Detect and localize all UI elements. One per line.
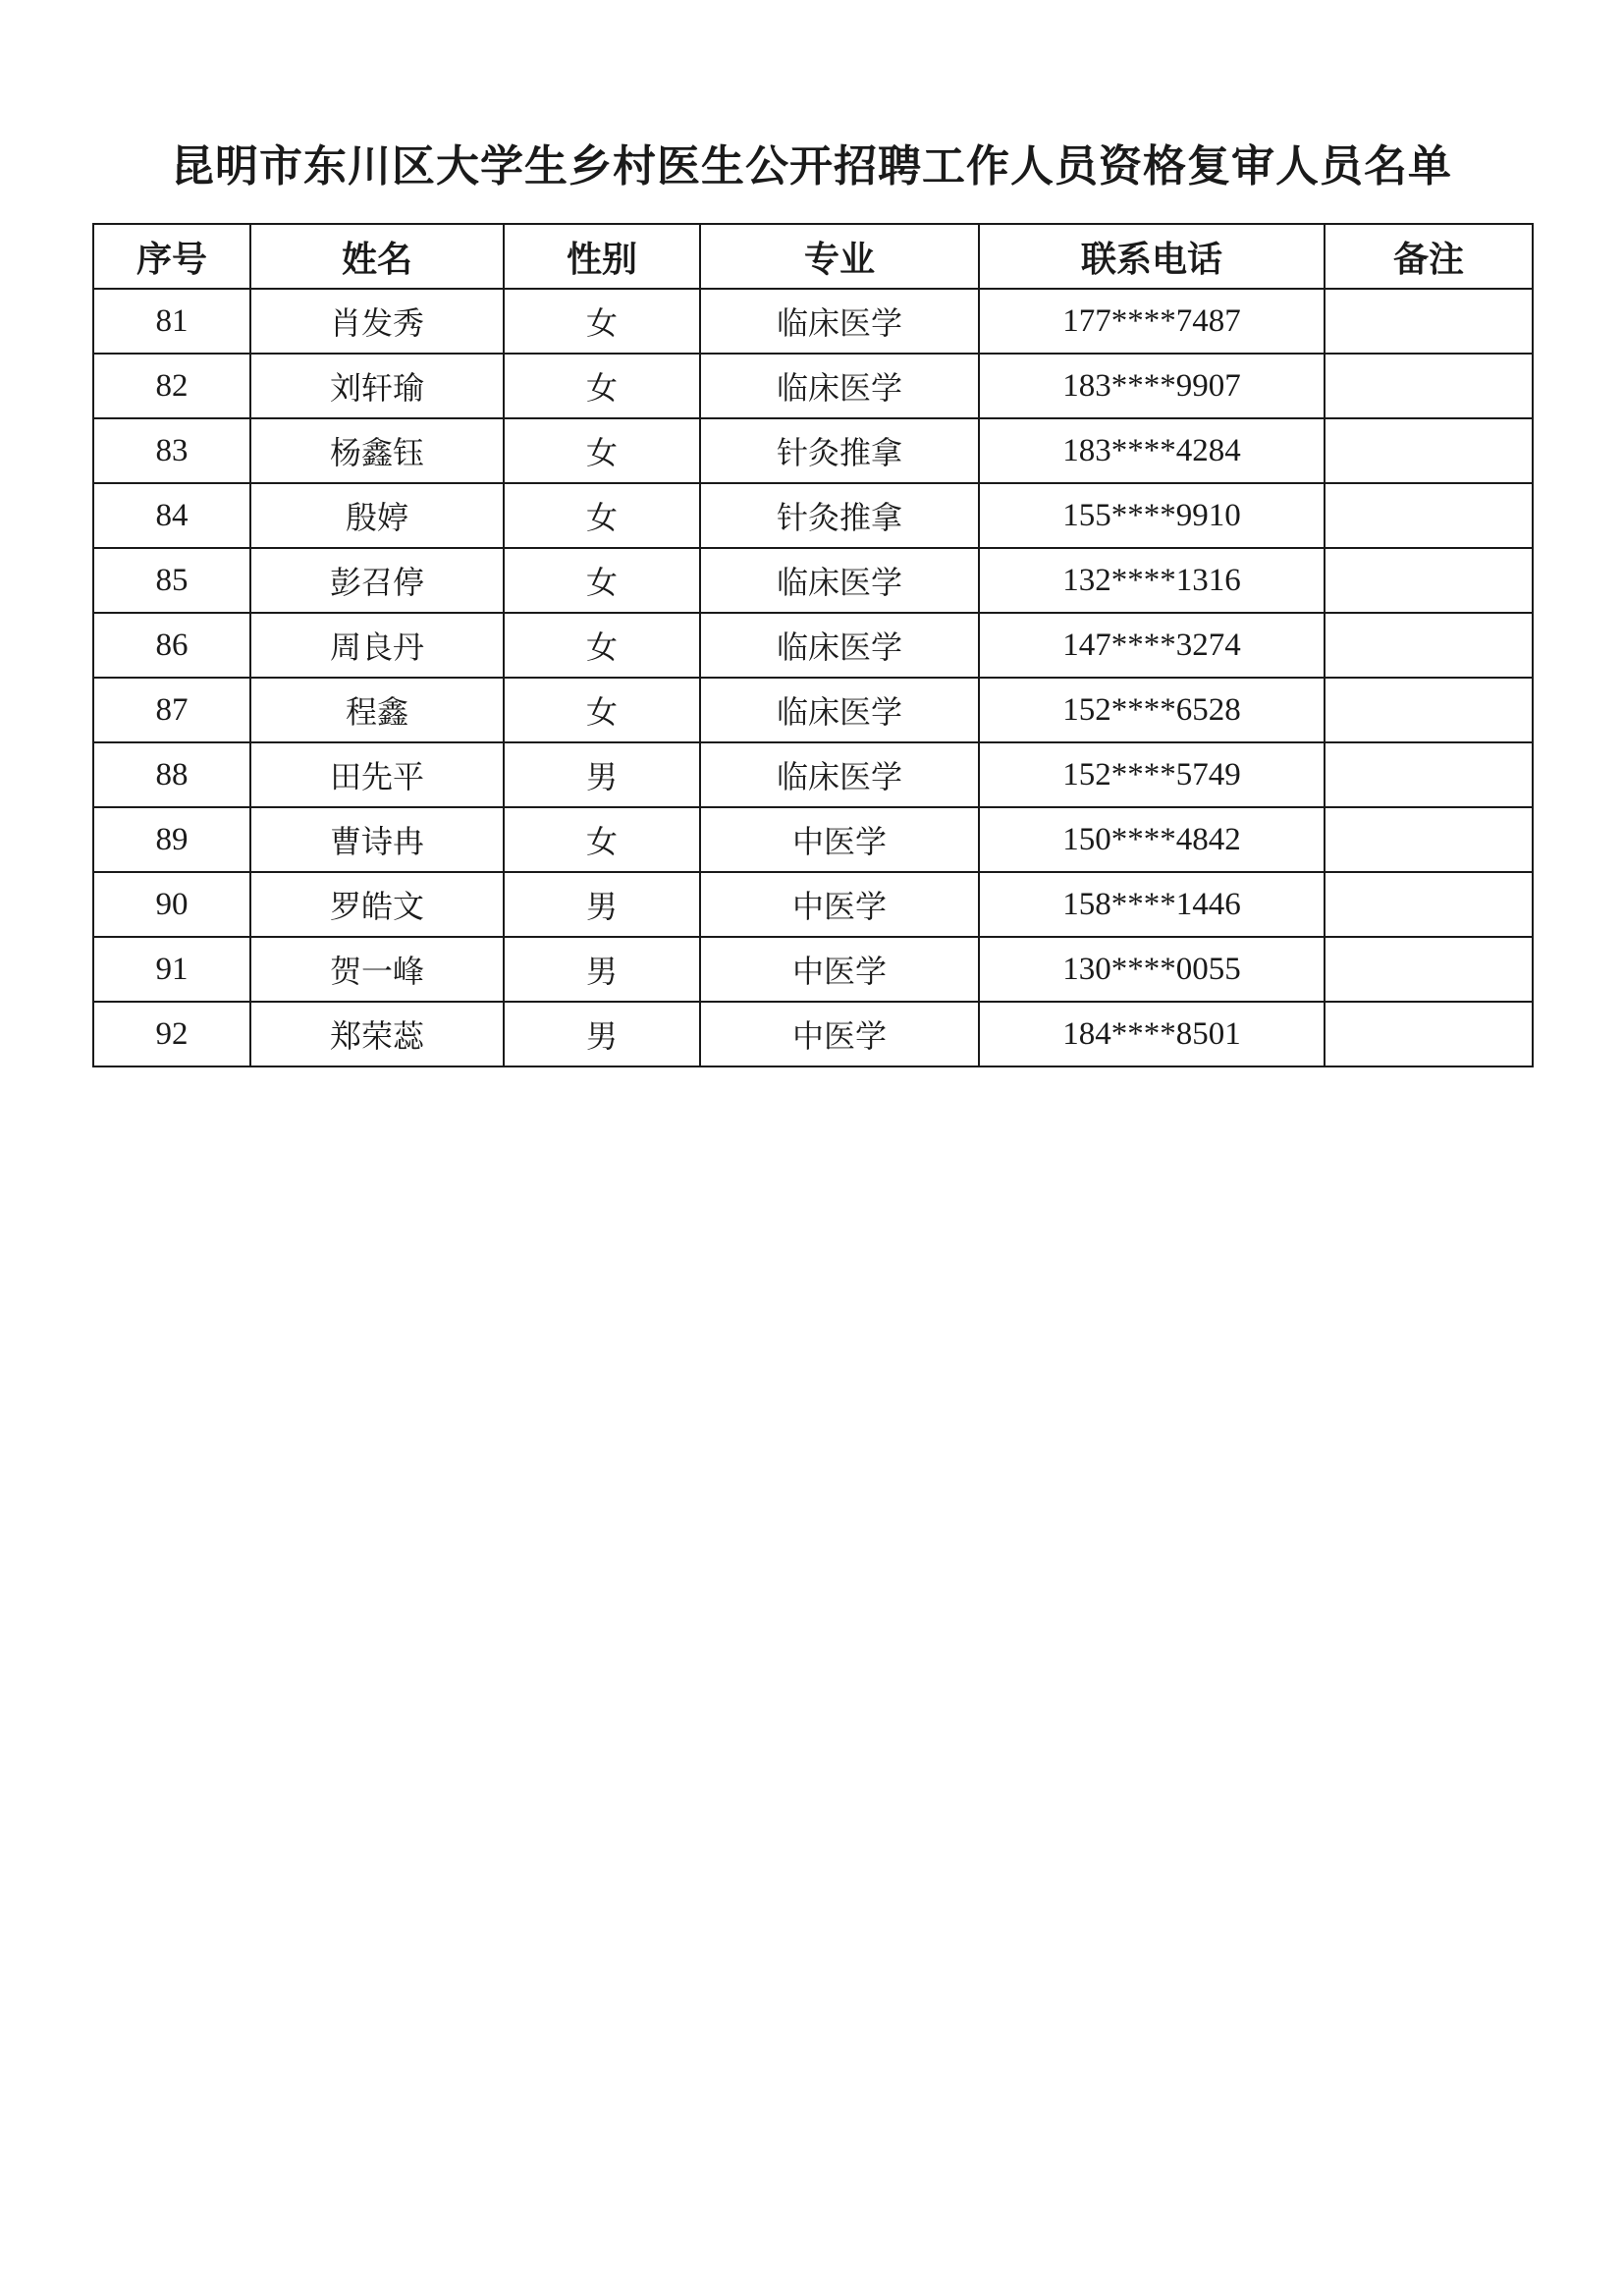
header-name: 姓名: [250, 224, 504, 289]
cell-name: 曹诗冉: [250, 807, 504, 872]
table-row: [93, 872, 1533, 937]
cell-index: 87: [93, 678, 250, 742]
cell-major: 中医学: [700, 807, 979, 872]
cell-gender: 男: [504, 1002, 700, 1066]
cell-major: 中医学: [700, 872, 979, 937]
cell-phone: 147****3274: [979, 613, 1325, 678]
cell-gender: 男: [504, 742, 700, 807]
cell-index: 86: [93, 613, 250, 678]
cell-gender: 女: [504, 613, 700, 678]
table-row: [93, 418, 1533, 483]
header-phone: 联系电话: [979, 224, 1325, 289]
cell-gender: 女: [504, 354, 700, 418]
cell-phone: 184****8501: [979, 1002, 1325, 1066]
header-remark: 备注: [1325, 224, 1533, 289]
table-row: [93, 483, 1533, 548]
table-row: [93, 613, 1533, 678]
cell-phone: 183****4284: [979, 418, 1325, 483]
cell-gender: 女: [504, 418, 700, 483]
cell-phone: 152****6528: [979, 678, 1325, 742]
table-body: [93, 289, 1533, 1066]
table-row: [93, 742, 1533, 807]
cell-name: 田先平: [250, 742, 504, 807]
table-row: [93, 1002, 1533, 1066]
cell-major: 中医学: [700, 937, 979, 1002]
cell-gender: 女: [504, 678, 700, 742]
cell-major: 中医学: [700, 1002, 979, 1066]
cell-major: 临床医学: [700, 678, 979, 742]
cell-index: 83: [93, 418, 250, 483]
cell-phone: 132****1316: [979, 548, 1325, 613]
cell-gender: 女: [504, 548, 700, 613]
cell-gender: 女: [504, 807, 700, 872]
table-header: [93, 224, 1533, 289]
cell-index: 84: [93, 483, 250, 548]
table-row: [93, 289, 1533, 354]
cell-index: 89: [93, 807, 250, 872]
cell-major: 临床医学: [700, 613, 979, 678]
cell-major: 临床医学: [700, 548, 979, 613]
cell-name: 肖发秀: [250, 289, 504, 354]
cell-remark: [1325, 872, 1533, 937]
cell-remark: [1325, 807, 1533, 872]
cell-index: 82: [93, 354, 250, 418]
cell-phone: 183****9907: [979, 354, 1325, 418]
cell-name: 贺一峰: [250, 937, 504, 1002]
header-index: 序号: [93, 224, 250, 289]
table-row: [93, 937, 1533, 1002]
cell-remark: [1325, 289, 1533, 354]
cell-remark: [1325, 1002, 1533, 1066]
header-major: 专业: [700, 224, 979, 289]
cell-index: 81: [93, 289, 250, 354]
cell-major: 针灸推拿: [700, 483, 979, 548]
cell-remark: [1325, 937, 1533, 1002]
cell-remark: [1325, 742, 1533, 807]
cell-name: 彭召停: [250, 548, 504, 613]
cell-index: 90: [93, 872, 250, 937]
cell-gender: 女: [504, 289, 700, 354]
cell-name: 杨鑫钰: [250, 418, 504, 483]
cell-index: 88: [93, 742, 250, 807]
table-row: [93, 354, 1533, 418]
table-row: [93, 548, 1533, 613]
header-row: [93, 224, 1533, 289]
cell-phone: 152****5749: [979, 742, 1325, 807]
cell-name: 刘轩瑜: [250, 354, 504, 418]
cell-name: 郑荣蕊: [250, 1002, 504, 1066]
cell-remark: [1325, 418, 1533, 483]
cell-name: 殷婷: [250, 483, 504, 548]
cell-phone: 150****4842: [979, 807, 1325, 872]
cell-phone: 177****7487: [979, 289, 1325, 354]
cell-gender: 男: [504, 937, 700, 1002]
candidate-table: [92, 223, 1534, 1067]
cell-gender: 男: [504, 872, 700, 937]
cell-phone: 158****1446: [979, 872, 1325, 937]
cell-phone: 130****0055: [979, 937, 1325, 1002]
cell-remark: [1325, 548, 1533, 613]
table-row: [93, 678, 1533, 742]
table-row: [93, 807, 1533, 872]
cell-phone: 155****9910: [979, 483, 1325, 548]
cell-remark: [1325, 354, 1533, 418]
cell-remark: [1325, 613, 1533, 678]
cell-remark: [1325, 678, 1533, 742]
cell-name: 周良丹: [250, 613, 504, 678]
page-title: 昆明市东川区大学生乡村医生公开招聘工作人员资格复审人员名单: [171, 141, 1452, 191]
cell-index: 85: [93, 548, 250, 613]
cell-name: 程鑫: [250, 678, 504, 742]
cell-name: 罗皓文: [250, 872, 504, 937]
cell-major: 临床医学: [700, 354, 979, 418]
cell-index: 91: [93, 937, 250, 1002]
header-gender: 性别: [504, 224, 700, 289]
cell-remark: [1325, 483, 1533, 548]
cell-gender: 女: [504, 483, 700, 548]
cell-major: 临床医学: [700, 289, 979, 354]
cell-major: 临床医学: [700, 742, 979, 807]
cell-major: 针灸推拿: [700, 418, 979, 483]
cell-index: 92: [93, 1002, 250, 1066]
